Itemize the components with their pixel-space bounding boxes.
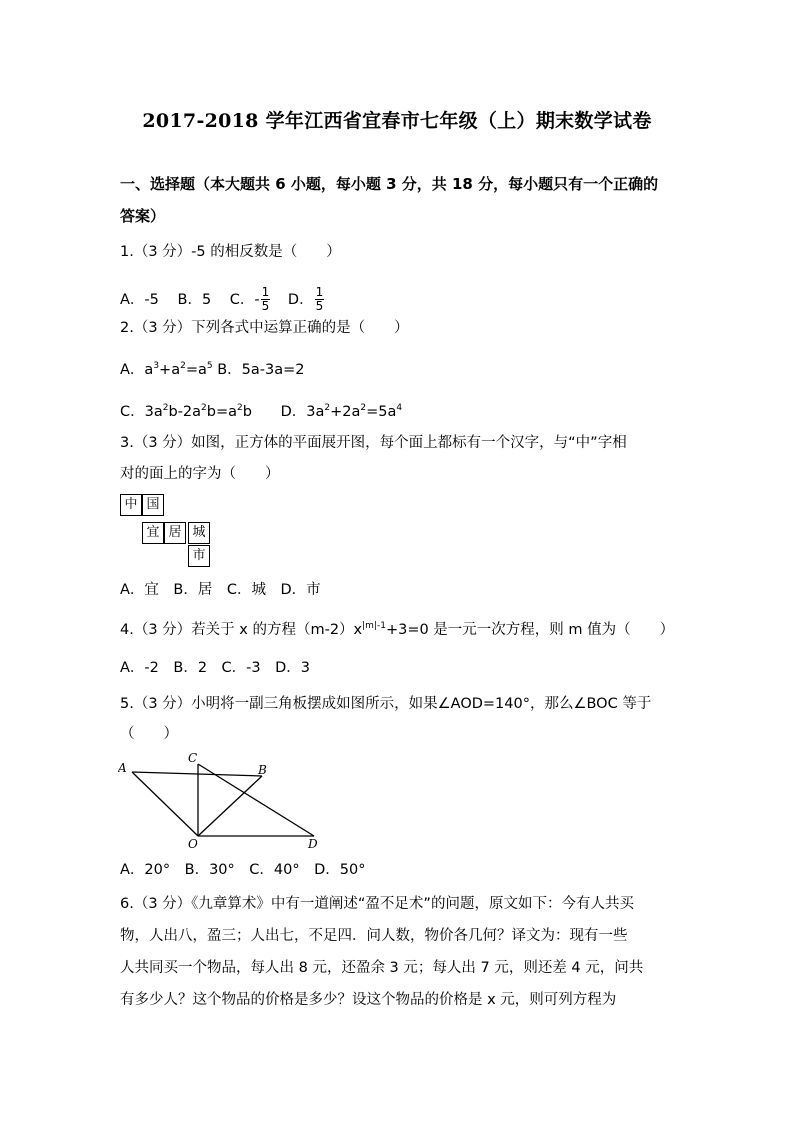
option-a: A．-5 [120, 291, 159, 308]
section-heading: 一、选择题（本大题共 6 小题，每小题 3 分，共 18 分，每小题只有一个正确的 [120, 175, 659, 193]
net-cell: 市 [188, 545, 210, 567]
question-3-options: A．宜 B．居 C．城 D．市 [120, 582, 321, 598]
question-1-stem: 1.（3 分）-5 的相反数是（ ） [120, 244, 341, 260]
question-6-line: 有多少人？这个物品的价格是多少？设这个物品的价格是 x 元，则可列方程为 [120, 992, 617, 1008]
question-5-stem-cont: （ ） [120, 726, 178, 742]
segment-ao [132, 772, 198, 836]
option-d: D． $\frac{1}{5}$ [287, 285, 324, 313]
fraction: $\frac{1}{5}$ [261, 285, 270, 313]
question-3-stem-cont: 对的面上的字为（ ） [120, 466, 280, 482]
question-1-options [120, 286, 325, 313]
question-2-stem: 2.（3 分）下列各式中运算正确的是（ ） [120, 320, 409, 336]
question-2-options-ab: A．$a^3+a^2=a^5$ B．5a-3a=2 [120, 361, 305, 378]
label-a: A [118, 761, 127, 775]
net-cell: 宜 [142, 522, 164, 544]
page-title: 2017-2018 学年江西省宜春市七年级（上）期末数学试卷 [142, 110, 652, 132]
net-cell: 中 [120, 494, 142, 516]
question-4-stem: 4.（3 分）若关于 x 的方程$(m-2)x^{|m|-1}+3=0$ 是一元一次方程，则 m 值为（ ） [120, 621, 675, 638]
segment-cd [198, 764, 314, 836]
question-4-options: A．-2 B．2 C．-3 D．3 [120, 660, 311, 676]
label-b: B [258, 763, 267, 777]
section-heading-cont: 答案） [120, 207, 166, 225]
option-c: C．- $\frac{1}{5}$ [229, 285, 270, 313]
question-6-line: 6.（3 分）《九章算术》中有一道阐述“盈不足术”的问题，原文如下：今有人共买 [120, 896, 634, 912]
net-cell: 国 [142, 494, 164, 516]
question-5-options: A．20° B．30° C．40° D．50° [120, 862, 366, 878]
segment-ob [198, 776, 262, 836]
label-d: D [308, 837, 318, 850]
option-b: B．5 [177, 291, 212, 308]
fraction: $\frac{1}{5}$ [315, 285, 324, 313]
triangle-rulers-figure [118, 750, 328, 850]
question-3-stem: 3.（3 分）如图，正方体的平面展开图，每个面上都标有一个汉字，与“中”字相 [120, 435, 627, 451]
net-cell: 城 [188, 522, 210, 544]
question-5-stem: 5.（3 分）小明将一副三角板摆成如图所示，如果∠AOD=140°，那么∠BOC 等于 [120, 696, 652, 712]
label-c: C [188, 751, 198, 765]
question-6-line: 人共同买一个物品，每人出 8 元，还盈余 3 元；每人出 7 元，则还差 4 元，问共 [120, 960, 644, 976]
net-cell: 居 [164, 522, 186, 544]
question-2-options-cd: C．$3a^2b-2a^2b=a^2b$ D．$3a^2+2a^2=5a^4$ [120, 403, 403, 420]
label-o: O [188, 837, 198, 850]
question-6-line: 物，人出八，盈三；人出七，不足四．问人数，物价各几何？译文为：现有一些 [120, 928, 628, 944]
segment-ab [132, 772, 262, 776]
cube-net-figure [120, 494, 220, 570]
